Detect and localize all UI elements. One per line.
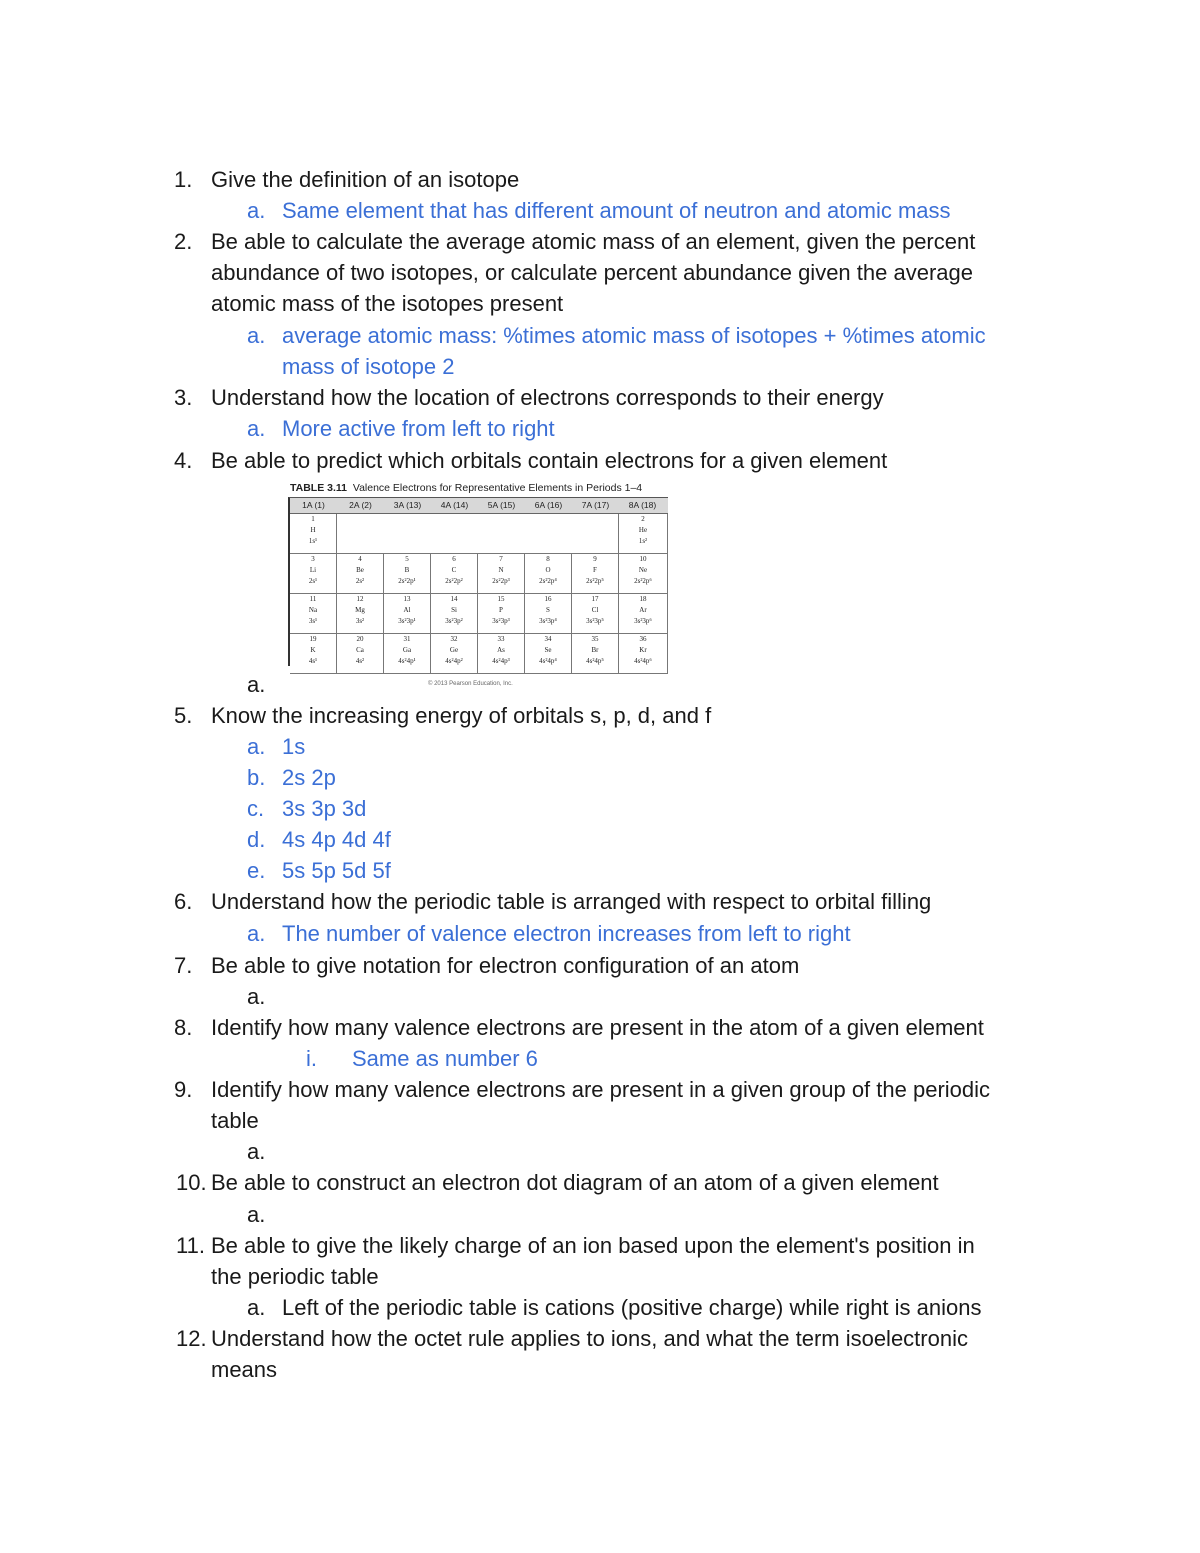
table-header-cell: 3A (13) bbox=[393, 500, 422, 510]
table-header-row bbox=[290, 498, 668, 514]
sub-marker: c. bbox=[247, 796, 265, 821]
atomic-number: 2 bbox=[641, 515, 645, 523]
sub-marker: a. bbox=[247, 984, 266, 1009]
table-header-cell: 4A (14) bbox=[440, 500, 469, 510]
table-copyright: © 2013 Pearson Education, Inc. bbox=[428, 681, 513, 687]
list-number: 4. bbox=[174, 448, 193, 473]
element-symbol: K bbox=[310, 646, 316, 654]
list-text: Be able to predict which orbitals contain electrons for a given element bbox=[211, 448, 888, 473]
element-symbol: Mg bbox=[355, 606, 365, 614]
atomic-number: 18 bbox=[639, 595, 647, 603]
electron-config: 3s²3p¹ bbox=[398, 617, 416, 625]
list-number: 6. bbox=[174, 889, 193, 914]
table-caption bbox=[290, 481, 642, 495]
atomic-number: 12 bbox=[356, 595, 364, 603]
atomic-number: 14 bbox=[450, 595, 458, 603]
atomic-number: 20 bbox=[356, 635, 364, 643]
element-cell bbox=[337, 634, 384, 674]
element-symbol: B bbox=[404, 566, 410, 574]
electron-config: 1s¹ bbox=[308, 537, 318, 545]
element-cell bbox=[619, 554, 668, 594]
list-number: 8. bbox=[174, 1015, 193, 1040]
atomic-number: 36 bbox=[639, 635, 647, 643]
element-cell bbox=[337, 554, 384, 594]
sub-marker: a. bbox=[247, 672, 266, 697]
sub-marker: a. bbox=[247, 1139, 266, 1164]
element-cell bbox=[290, 594, 337, 634]
table-header-cell: 2A (2) bbox=[349, 500, 372, 510]
atomic-number: 17 bbox=[591, 595, 599, 603]
element-symbol: Na bbox=[308, 606, 318, 614]
atomic-number: 10 bbox=[639, 555, 647, 563]
table-header-cell: 8A (18) bbox=[628, 500, 657, 510]
element-cell bbox=[431, 634, 478, 674]
element-symbol: Cl bbox=[591, 606, 599, 614]
answer-text: 4s 4p 4d 4f bbox=[282, 827, 391, 852]
element-cell bbox=[478, 634, 525, 674]
atomic-number: 35 bbox=[591, 635, 599, 643]
table-caption-title: Valence Electrons for Representative Elements in Periods 1–4 bbox=[352, 482, 643, 494]
electron-config: 4s²4p⁵ bbox=[586, 657, 604, 665]
atomic-number: 9 bbox=[593, 555, 597, 563]
sub-marker: a. bbox=[247, 1295, 266, 1320]
sub-marker: d. bbox=[247, 827, 266, 852]
element-symbol: S bbox=[546, 606, 550, 614]
element-symbol: Br bbox=[591, 646, 599, 654]
valence-electron-table bbox=[288, 481, 668, 691]
electron-config: 3s¹ bbox=[308, 617, 318, 625]
list-text: Understand how the periodic table is arranged with respect to orbital filling bbox=[211, 889, 932, 914]
list-text: means bbox=[211, 1357, 278, 1382]
atomic-number: 7 bbox=[499, 555, 503, 563]
electron-config: 3s²3p³ bbox=[492, 617, 510, 625]
atomic-number: 4 bbox=[358, 555, 362, 563]
element-cell bbox=[384, 554, 431, 594]
electron-config: 4s²4p⁴ bbox=[539, 657, 557, 665]
answer-text: The number of valence electron increases from left to right bbox=[282, 921, 851, 946]
atomic-number: 32 bbox=[450, 635, 458, 643]
table-header-cell: 7A (17) bbox=[581, 500, 610, 510]
sub-marker: a. bbox=[247, 734, 266, 759]
element-cell bbox=[290, 554, 337, 594]
element-symbol: Ne bbox=[638, 566, 648, 574]
sub-marker: a. bbox=[247, 198, 266, 223]
table-caption-label: TABLE 3.11 bbox=[290, 482, 347, 494]
list-number: 1. bbox=[174, 167, 193, 192]
table-header-cell: 6A (16) bbox=[534, 500, 563, 510]
electron-config: 2s²2p⁶ bbox=[634, 577, 652, 585]
table-grid bbox=[288, 497, 668, 666]
electron-config: 1s² bbox=[638, 537, 648, 545]
table-header-cell: 1A (1) bbox=[302, 500, 325, 510]
element-symbol: Ge bbox=[449, 646, 459, 654]
electron-config: 3s²3p⁴ bbox=[539, 617, 557, 625]
electron-config: 2s² bbox=[355, 577, 365, 585]
sub-marker: a. bbox=[247, 323, 266, 348]
element-cell bbox=[384, 594, 431, 634]
electron-config: 2s²2p³ bbox=[492, 577, 510, 585]
atomic-number: 31 bbox=[403, 635, 411, 643]
atomic-number: 5 bbox=[405, 555, 409, 563]
atomic-number: 19 bbox=[309, 635, 317, 643]
table-header-cell: 5A (15) bbox=[487, 500, 516, 510]
list-text: Give the definition of an isotope bbox=[211, 167, 520, 192]
electron-config: 2s²2p⁴ bbox=[539, 577, 557, 585]
element-symbol: O bbox=[545, 566, 551, 574]
list-text: table bbox=[211, 1108, 259, 1133]
electron-config: 3s² bbox=[355, 617, 365, 625]
element-cell bbox=[431, 554, 478, 594]
list-text: Be able to calculate the average atomic mass of an element, given the percent bbox=[211, 229, 976, 254]
atomic-number: 33 bbox=[497, 635, 505, 643]
answer-text: Same element that has different amount of neutron and atomic mass bbox=[282, 198, 951, 223]
electron-config: 4s¹ bbox=[308, 657, 318, 665]
list-text: Know the increasing energy of orbitals s, p, d, and f bbox=[211, 703, 712, 728]
electron-config: 3s²3p⁵ bbox=[586, 617, 604, 625]
empty-cell bbox=[337, 514, 619, 554]
answer-text: 5s 5p 5d 5f bbox=[282, 858, 391, 883]
element-symbol: Li bbox=[309, 566, 317, 574]
element-cell bbox=[478, 554, 525, 594]
electron-config: 4s²4p¹ bbox=[398, 657, 416, 665]
list-number: 10. bbox=[176, 1170, 207, 1195]
list-number: 3. bbox=[174, 385, 193, 410]
element-cell bbox=[619, 634, 668, 674]
atomic-number: 3 bbox=[311, 555, 315, 563]
list-text: Identify how many valence electrons are present in the atom of a given element bbox=[211, 1015, 984, 1040]
list-number: 9. bbox=[174, 1077, 193, 1102]
element-cell bbox=[572, 594, 619, 634]
list-text: Be able to construct an electron dot diagram of an atom of a given element bbox=[211, 1170, 939, 1195]
element-cell bbox=[619, 514, 668, 554]
element-cell bbox=[525, 554, 572, 594]
electron-config: 4s²4p² bbox=[445, 657, 463, 665]
list-text: Understand how the octet rule applies to ions, and what the term isoelectronic bbox=[211, 1326, 968, 1351]
element-cell bbox=[384, 634, 431, 674]
element-symbol: Kr bbox=[639, 646, 647, 654]
atomic-number: 11 bbox=[309, 595, 317, 603]
atomic-number: 34 bbox=[544, 635, 552, 643]
element-symbol: C bbox=[451, 566, 457, 574]
list-text: Identify how many valence electrons are present in a given group of the periodic bbox=[211, 1077, 991, 1102]
electron-config: 2s²2p² bbox=[445, 577, 463, 585]
element-cell bbox=[337, 594, 384, 634]
answer-text: Same as number 6 bbox=[352, 1046, 538, 1071]
element-cell bbox=[525, 634, 572, 674]
list-text: Be able to give notation for electron configuration of an atom bbox=[211, 953, 800, 978]
atomic-number: 13 bbox=[403, 595, 411, 603]
element-symbol: Si bbox=[451, 606, 457, 614]
sub-marker: e. bbox=[247, 858, 266, 883]
list-number: 11. bbox=[176, 1233, 205, 1258]
atomic-number: 6 bbox=[452, 555, 456, 563]
element-cell bbox=[431, 594, 478, 634]
list-text: Understand how the location of electrons corresponds to their energy bbox=[211, 385, 884, 410]
electron-config: 2s¹ bbox=[308, 577, 318, 585]
element-cell bbox=[572, 634, 619, 674]
list-number: 2. bbox=[174, 229, 193, 254]
element-symbol: Ca bbox=[356, 646, 364, 654]
element-cell bbox=[478, 594, 525, 634]
sub-marker: b. bbox=[247, 765, 266, 790]
element-symbol: P bbox=[499, 606, 503, 614]
element-symbol: Se bbox=[544, 646, 552, 654]
answer-text: 3s 3p 3d bbox=[282, 796, 367, 821]
atomic-number: 16 bbox=[544, 595, 552, 603]
element-symbol: H bbox=[310, 526, 316, 534]
atomic-number: 15 bbox=[497, 595, 505, 603]
electron-config: 2s²2p⁵ bbox=[586, 577, 604, 585]
answer-text: mass of isotope 2 bbox=[282, 354, 455, 379]
sub-marker: i. bbox=[306, 1046, 317, 1071]
electron-config: 4s²4p³ bbox=[492, 657, 510, 665]
list-text: abundance of two isotopes, or calculate percent abundance given the average bbox=[211, 260, 973, 285]
element-cell bbox=[619, 594, 668, 634]
electron-config: 3s²3p⁶ bbox=[634, 617, 652, 625]
list-text: the periodic table bbox=[211, 1264, 379, 1289]
list-text: Be able to give the likely charge of an ion based upon the element's position in bbox=[211, 1233, 975, 1258]
element-symbol: N bbox=[498, 566, 504, 574]
atomic-number: 8 bbox=[546, 555, 550, 563]
electron-config: 4s²4p⁶ bbox=[634, 657, 652, 665]
list-number: 5. bbox=[174, 703, 193, 728]
answer-text: 1s bbox=[282, 734, 306, 759]
electron-config: 4s² bbox=[355, 657, 365, 665]
element-cell bbox=[290, 634, 337, 674]
electron-config: 3s²3p² bbox=[445, 617, 463, 625]
answer-text: Left of the periodic table is cations (positive charge) while right is anions bbox=[282, 1295, 982, 1320]
answer-text: More active from left to right bbox=[282, 416, 555, 441]
list-text: atomic mass of the isotopes present bbox=[211, 291, 564, 316]
element-symbol: Al bbox=[403, 606, 411, 614]
list-number: 12. bbox=[176, 1326, 207, 1351]
element-symbol: Ga bbox=[402, 646, 412, 654]
answer-text: average atomic mass: %times atomic mass of isotopes + %times atomic bbox=[282, 323, 986, 348]
atomic-number: 1 bbox=[311, 515, 315, 523]
sub-marker: a. bbox=[247, 921, 266, 946]
element-cell bbox=[525, 594, 572, 634]
element-symbol: As bbox=[497, 646, 505, 654]
element-symbol: Ar bbox=[639, 606, 647, 614]
list-number: 7. bbox=[174, 953, 193, 978]
element-symbol: He bbox=[638, 526, 648, 534]
answer-text: 2s 2p bbox=[282, 765, 336, 790]
sub-marker: a. bbox=[247, 416, 266, 441]
element-symbol: Be bbox=[356, 566, 364, 574]
element-cell bbox=[572, 554, 619, 594]
electron-config: 2s²2p¹ bbox=[398, 577, 416, 585]
element-symbol: F bbox=[593, 566, 597, 574]
element-cell bbox=[290, 514, 337, 554]
sub-marker: a. bbox=[247, 1202, 266, 1227]
